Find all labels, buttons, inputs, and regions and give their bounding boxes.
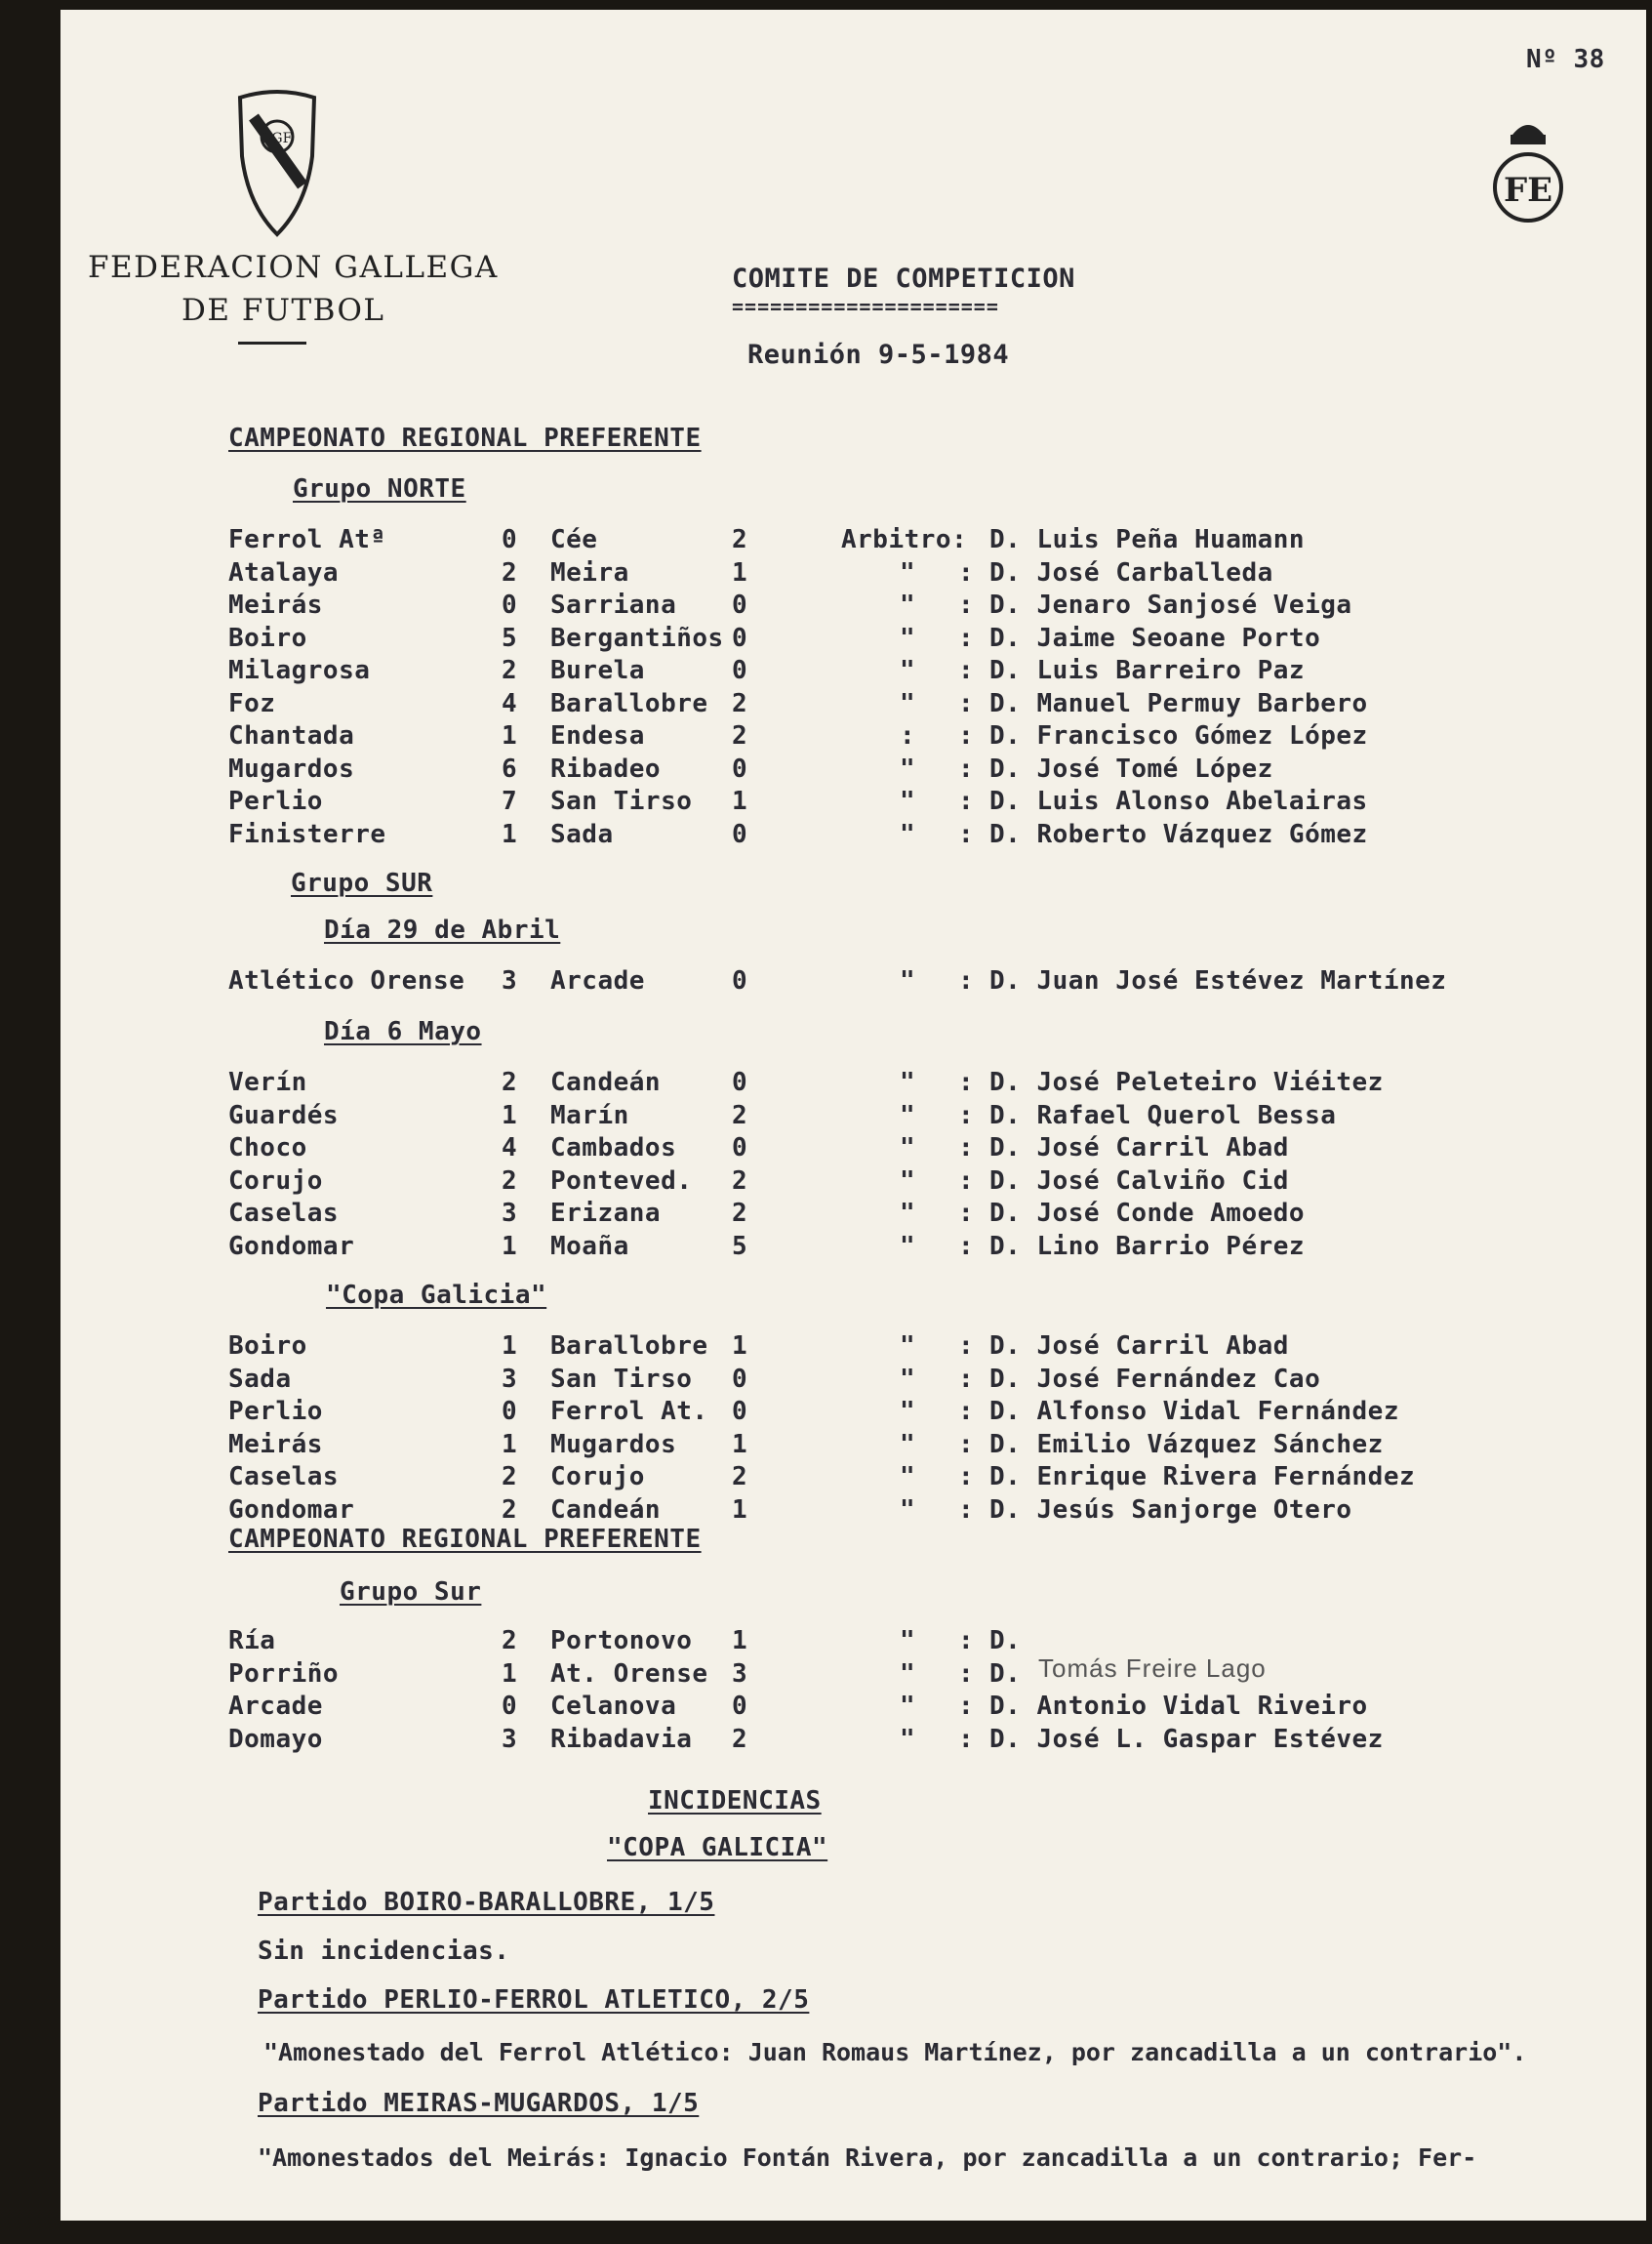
referee-colon: : — [958, 819, 975, 849]
referee-colon: : — [958, 557, 975, 588]
referee-label: Arbitro: — [841, 525, 968, 554]
away-team: Endesa — [550, 721, 645, 751]
referee-label: " — [900, 1724, 916, 1754]
referee-name: D. José Peleteiro Viéitez — [989, 1068, 1384, 1097]
away-team: Cée — [550, 525, 598, 554]
group-sur-title: Grupo SUR — [291, 869, 433, 898]
away-score: 0 — [732, 819, 748, 849]
home-team: Boiro — [228, 623, 307, 653]
rfef-crest-icon — [1487, 115, 1569, 232]
home-score: 2 — [502, 1068, 518, 1097]
referee-colon: : — [958, 1232, 975, 1261]
home-team: Ferrol Atª — [228, 525, 386, 554]
away-score: 2 — [732, 1724, 748, 1754]
away-team: Moaña — [550, 1232, 629, 1261]
away-score: 1 — [732, 1331, 748, 1361]
home-score: 2 — [502, 656, 518, 685]
away-score: 0 — [732, 966, 748, 996]
referee-label: : — [900, 721, 916, 751]
referee-colon: : — [958, 1724, 975, 1754]
away-team: San Tirso — [550, 1364, 693, 1394]
day-heading-29-april: Día 29 de Abril — [324, 916, 561, 945]
home-team: Domayo — [228, 1724, 323, 1754]
referee-name: D. Juan José Estévez Martínez — [989, 966, 1447, 996]
referee-label: " — [900, 1692, 916, 1722]
federation-name-line1: FEDERACION GALLEGA — [88, 250, 499, 285]
home-score: 1 — [502, 721, 518, 751]
home-score: 1 — [502, 1658, 518, 1689]
home-score: 0 — [502, 591, 518, 620]
home-team: Perlio — [228, 1397, 323, 1426]
home-team: Foz — [228, 688, 276, 718]
referee-colon: : — [958, 721, 975, 751]
referee-name: D. Jenaro Sanjosé Veiga — [989, 591, 1352, 620]
match1-text: Sin incidencias. — [258, 1937, 510, 1966]
handwritten-referee: Tomás Freire Lago — [1038, 1653, 1267, 1683]
away-team: Arcade — [550, 966, 645, 996]
home-score: 2 — [502, 1626, 518, 1655]
home-team: Gondomar — [228, 1494, 355, 1525]
federation-shield-icon — [234, 88, 320, 244]
home-team: Perlio — [228, 787, 323, 816]
away-score: 5 — [732, 1232, 748, 1261]
home-team: Caselas — [228, 1462, 340, 1491]
home-team: Boiro — [228, 1331, 307, 1361]
away-score: 1 — [732, 1429, 748, 1459]
incidencias-subtitle: "COPA GALICIA" — [607, 1833, 828, 1862]
home-team: Ría — [228, 1626, 276, 1655]
home-score: 0 — [502, 525, 518, 554]
away-score: 2 — [732, 1165, 748, 1196]
away-score: 2 — [732, 1462, 748, 1491]
referee-colon: : — [958, 688, 975, 718]
referee-colon: : — [958, 656, 975, 685]
referee-colon: : — [958, 1692, 975, 1722]
away-score: 1 — [732, 1494, 748, 1525]
referee-name: D. Luis Peña Huamann — [989, 525, 1306, 554]
referee-label: " — [900, 1494, 916, 1525]
referee-colon: : — [958, 1429, 975, 1459]
home-team: Caselas — [228, 1199, 340, 1229]
referee-label: " — [900, 754, 916, 784]
referee-name: D. — [989, 1626, 1022, 1655]
home-team: Sada — [228, 1364, 292, 1394]
home-team: Porriño — [228, 1658, 340, 1689]
away-team: Candeán — [550, 1068, 662, 1097]
away-team: Burela — [550, 656, 645, 685]
home-score: 0 — [502, 1397, 518, 1426]
home-score: 0 — [502, 1692, 518, 1722]
referee-name: D. José Conde Amoedo — [989, 1199, 1306, 1229]
group-norte-title: Grupo NORTE — [293, 474, 466, 504]
away-team: Barallobre — [550, 1331, 708, 1361]
away-team: Mugardos — [550, 1429, 677, 1459]
home-score: 1 — [502, 1100, 518, 1130]
away-score: 3 — [732, 1658, 748, 1689]
away-score: 1 — [732, 787, 748, 816]
referee-name: D. Francisco Gómez López — [989, 721, 1368, 751]
match2-text: "Amonestado del Ferrol Atlético: Juan Romaus Martínez, por zancadilla a un contrario". — [263, 2038, 1527, 2066]
referee-label: " — [900, 1331, 916, 1361]
home-team: Choco — [228, 1133, 307, 1163]
referee-colon: : — [958, 1100, 975, 1130]
home-team: Arcade — [228, 1692, 323, 1722]
away-score: 2 — [732, 721, 748, 751]
referee-name: D. Enrique Rivera Fernández — [989, 1462, 1416, 1491]
away-team: Corujo — [550, 1462, 645, 1491]
document-page — [60, 10, 1646, 2221]
home-team: Finisterre — [228, 819, 386, 849]
referee-label: " — [900, 966, 916, 996]
referee-colon: : — [958, 1462, 975, 1491]
home-team: Atlético Orense — [228, 966, 465, 996]
referee-label: " — [900, 1232, 916, 1261]
referee-colon: : — [958, 1397, 975, 1426]
referee-label: " — [900, 1429, 916, 1459]
away-team: Barallobre — [550, 688, 708, 718]
meeting-date: Reunión 9-5-1984 — [747, 340, 1010, 370]
referee-name: D. José Calviño Cid — [989, 1165, 1289, 1196]
referee-name: D. Antonio Vidal Riveiro — [989, 1692, 1368, 1722]
committee-rule: ===================== — [732, 295, 999, 318]
section-title-preferente: CAMPEONATO REGIONAL PREFERENTE — [228, 424, 702, 453]
referee-name: D. Luis Alonso Abelairas — [989, 787, 1368, 816]
away-team: Sarriana — [550, 591, 677, 620]
referee-name: D. Luis Barreiro Paz — [989, 656, 1306, 685]
referee-colon: : — [958, 1494, 975, 1525]
group-sur-title-2: Grupo Sur — [340, 1577, 482, 1607]
referee-colon: : — [958, 1658, 975, 1689]
away-team: Ribadavia — [550, 1724, 693, 1754]
away-team: Celanova — [550, 1692, 677, 1722]
away-team: Marín — [550, 1100, 629, 1130]
referee-label: " — [900, 787, 916, 816]
referee-label: " — [900, 819, 916, 849]
away-score: 0 — [732, 1397, 748, 1426]
day-heading-6-mayo: Día 6 Mayo — [324, 1017, 482, 1046]
home-score: 2 — [502, 1462, 518, 1491]
referee-colon: : — [958, 1626, 975, 1655]
home-score: 2 — [502, 1494, 518, 1525]
home-score: 2 — [502, 1165, 518, 1196]
away-score: 0 — [732, 1133, 748, 1163]
referee-label: " — [900, 1626, 916, 1655]
home-score: 6 — [502, 754, 518, 784]
referee-name: D. Roberto Vázquez Gómez — [989, 819, 1368, 849]
section-title-preferente-2: CAMPEONATO REGIONAL PREFERENTE — [228, 1525, 702, 1554]
referee-name: D. Lino Barrio Pérez — [989, 1232, 1306, 1261]
home-score: 3 — [502, 1199, 518, 1229]
away-score: 0 — [732, 623, 748, 653]
svg-text:FE: FE — [1503, 171, 1553, 210]
referee-colon: : — [958, 1165, 975, 1196]
home-team: Atalaya — [228, 557, 340, 588]
referee-label: " — [900, 688, 916, 718]
home-score: 3 — [502, 1724, 518, 1754]
referee-name: D. José L. Gaspar Estévez — [989, 1724, 1384, 1754]
home-team: Verín — [228, 1068, 307, 1097]
committee-title: COMITE DE COMPETICION — [732, 264, 1075, 294]
match2-title: Partido PERLIO-FERROL ATLETICO, 2/5 — [258, 1985, 810, 2015]
away-team: San Tirso — [550, 787, 693, 816]
referee-name: D. Emilio Vázquez Sánchez — [989, 1429, 1384, 1459]
home-team: Guardés — [228, 1100, 340, 1130]
referee-colon: : — [958, 623, 975, 653]
away-team: Bergantiños — [550, 623, 724, 653]
away-team: Cambados — [550, 1133, 677, 1163]
home-score: 4 — [502, 688, 518, 718]
home-team: Gondomar — [228, 1232, 355, 1261]
referee-name: D. José Fernández Cao — [989, 1364, 1321, 1394]
referee-label: " — [900, 1199, 916, 1229]
match3-title: Partido MEIRAS-MUGARDOS, 1/5 — [258, 2089, 700, 2118]
home-team: Milagrosa — [228, 656, 371, 685]
home-score: 1 — [502, 1429, 518, 1459]
referee-label: " — [900, 1165, 916, 1196]
referee-name: D. — [989, 1658, 1022, 1689]
svg-text:FGF: FGF — [262, 131, 293, 146]
federation-underline — [238, 342, 306, 345]
home-score: 3 — [502, 966, 518, 996]
home-score: 1 — [502, 1331, 518, 1361]
match3-text: "Amonestados del Meirás: Ignacio Fontán Rivera, por zancadilla a un contrario; Fer- — [258, 2143, 1477, 2172]
copa-galicia-title: "Copa Galicia" — [326, 1281, 547, 1310]
referee-label: " — [900, 656, 916, 685]
home-score: 5 — [502, 623, 518, 653]
home-team: Meirás — [228, 591, 323, 620]
referee-label: " — [900, 1658, 916, 1689]
referee-colon: : — [958, 1364, 975, 1394]
referee-label: " — [900, 591, 916, 620]
away-score: 0 — [732, 656, 748, 685]
away-score: 0 — [732, 1692, 748, 1722]
home-score: 1 — [502, 1232, 518, 1261]
away-score: 2 — [732, 525, 748, 554]
away-team: Erizana — [550, 1199, 662, 1229]
referee-name: D. José Carballeda — [989, 557, 1273, 588]
away-team: Candeán — [550, 1494, 662, 1525]
referee-name: D. Jaime Seoane Porto — [989, 623, 1321, 653]
away-team: Meira — [550, 557, 629, 588]
home-score: 2 — [502, 557, 518, 588]
referee-label: " — [900, 557, 916, 588]
referee-label: " — [900, 1068, 916, 1097]
away-team: Ferrol At. — [550, 1397, 708, 1426]
incidencias-title: INCIDENCIAS — [648, 1786, 822, 1816]
referee-label: " — [900, 623, 916, 653]
away-score: 0 — [732, 754, 748, 784]
referee-label: " — [900, 1397, 916, 1426]
page-number: Nº 38 — [1526, 45, 1605, 74]
away-team: Portonovo — [550, 1626, 693, 1655]
home-score: 1 — [502, 819, 518, 849]
referee-name: D. Rafael Querol Bessa — [989, 1100, 1337, 1130]
referee-colon: : — [958, 1068, 975, 1097]
home-team: Chantada — [228, 721, 355, 751]
away-score: 0 — [732, 1068, 748, 1097]
away-team: At. Orense — [550, 1658, 708, 1689]
away-score: 0 — [732, 591, 748, 620]
home-team: Mugardos — [228, 754, 355, 784]
referee-colon: : — [958, 1133, 975, 1163]
away-score: 2 — [732, 1199, 748, 1229]
referee-name: D. José Tomé López — [989, 754, 1273, 784]
referee-colon: : — [958, 1331, 975, 1361]
referee-colon: : — [958, 591, 975, 620]
away-score: 1 — [732, 1626, 748, 1655]
away-team: Ribadeo — [550, 754, 662, 784]
referee-colon: : — [958, 754, 975, 784]
referee-name: D. José Carril Abad — [989, 1331, 1289, 1361]
referee-name: D. José Carril Abad — [989, 1133, 1289, 1163]
home-team: Meirás — [228, 1429, 323, 1459]
away-score: 0 — [732, 1364, 748, 1394]
referee-label: " — [900, 1364, 916, 1394]
match1-title: Partido BOIRO-BARALLOBRE, 1/5 — [258, 1888, 715, 1917]
referee-label: " — [900, 1462, 916, 1491]
home-team: Corujo — [228, 1165, 323, 1196]
referee-label: " — [900, 1133, 916, 1163]
home-score: 7 — [502, 787, 518, 816]
referee-label: " — [900, 1100, 916, 1130]
away-score: 2 — [732, 1100, 748, 1130]
away-team: Ponteved. — [550, 1165, 693, 1196]
away-score: 2 — [732, 688, 748, 718]
referee-name: D. Manuel Permuy Barbero — [989, 688, 1368, 718]
home-score: 3 — [502, 1364, 518, 1394]
referee-name: D. Alfonso Vidal Fernández — [989, 1397, 1399, 1426]
referee-colon: : — [958, 966, 975, 996]
federation-name-line2: DE FUTBOL — [181, 293, 385, 328]
referee-name: D. Jesús Sanjorge Otero — [989, 1494, 1352, 1525]
away-team: Sada — [550, 819, 614, 849]
away-score: 1 — [732, 557, 748, 588]
home-score: 4 — [502, 1133, 518, 1163]
referee-colon: : — [958, 1199, 975, 1229]
referee-colon: : — [958, 787, 975, 816]
